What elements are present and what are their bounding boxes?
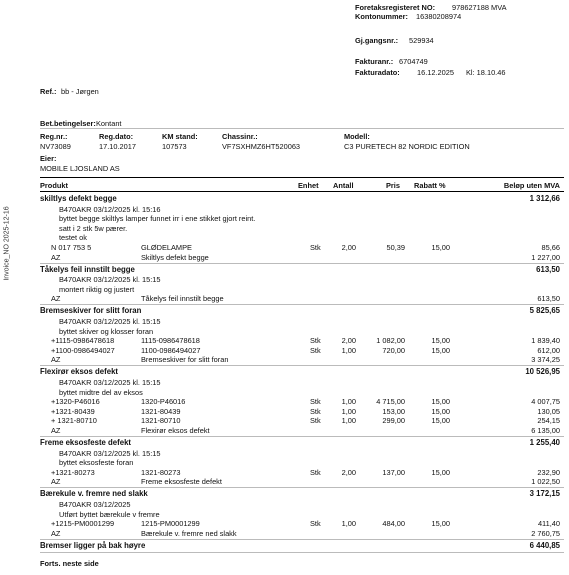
section-divider [40, 263, 564, 264]
row-amount: 613,50 [537, 294, 560, 304]
account-value: 16380208974 [416, 12, 462, 21]
row-description: 1115-0986478618 [141, 336, 200, 346]
section-divider [40, 304, 564, 305]
account-label: Kontonummer: [355, 12, 408, 21]
row-description: Bærekule v. fremre ned slakk [141, 528, 237, 538]
col-unit: Enhet [298, 181, 319, 190]
row-description: 1321-80439 [141, 406, 181, 416]
row-amount: 6 135,00 [531, 425, 560, 435]
row-note: satt i 2 stk 5w pærer. [59, 223, 128, 233]
table-row [40, 500, 564, 510]
section-title: Bremseskiver for slitt foran [40, 306, 142, 316]
table-row [40, 426, 564, 436]
table-top-rule [40, 177, 564, 178]
table-row [40, 233, 564, 243]
section-title: Freme eksosfeste defekt [40, 438, 132, 447]
section-total: 5 825,65 [529, 306, 560, 316]
row-note: B470AKR 03/12/2025 kl. 15:15 [59, 275, 161, 285]
row-code: +1115-0986478618 [51, 336, 115, 346]
row-description: 1321-80273 [141, 467, 181, 477]
section-total: 1 312,66 [529, 194, 560, 203]
row-note: B470AKR 03/12/2025 kl. 15:15 [59, 377, 161, 387]
section-divider [40, 552, 564, 553]
row-price: 137,00 [382, 467, 405, 477]
row-qty: 2,00 [341, 242, 356, 252]
row-amount: 612,00 [537, 345, 560, 355]
row-description: Freme eksosfeste defekt [141, 477, 222, 487]
row-code: +1100-0986494027 [51, 345, 115, 355]
table-row [40, 327, 564, 337]
row-note: Utført byttet bærekule v fremre [59, 509, 160, 519]
row-description: Bremseskiver for slitt foran [141, 355, 229, 365]
section-total: 10 526,95 [525, 367, 560, 377]
row-description: 1320-P46016 [141, 397, 186, 407]
table-row [40, 285, 564, 295]
row-unit: Stk [310, 345, 321, 355]
row-amount: 4 007,75 [531, 397, 560, 407]
table-row [40, 519, 564, 529]
row-note: byttet skiver og klosser foran [59, 326, 154, 336]
col-price: Pris [386, 181, 400, 190]
row-code: AZ [51, 425, 61, 435]
org-value: 978627188 MVA [452, 3, 507, 12]
table-row [40, 397, 564, 407]
row-price: 484,00 [382, 519, 405, 529]
row-note: byttet begge skiltlys lamper funnet irr i ene stikket gjort reint. [59, 214, 256, 224]
row-qty: 2,00 [341, 467, 356, 477]
fakturadato-value: 16.12.2025 [417, 68, 454, 77]
row-code: + 1321-80710 [51, 416, 97, 426]
table-row [40, 458, 564, 468]
row-price: 1 082,00 [376, 336, 405, 346]
section-total: 6 440,85 [529, 540, 560, 550]
table-row [40, 378, 564, 388]
row-qty: 1,00 [341, 519, 356, 529]
section-total: 3 172,15 [529, 489, 560, 499]
row-code: AZ [51, 252, 61, 262]
table-row [40, 477, 564, 487]
chassis-value: VF7SXHMZ6HT520063 [222, 142, 301, 151]
row-note: B470AKR 03/12/2025 kl. 15:16 [59, 204, 161, 214]
row-code: N 017 753 5 [51, 242, 92, 252]
table-row [40, 317, 564, 327]
col-qty: Antall [333, 181, 354, 190]
fakturanr-value: 6704749 [399, 57, 428, 66]
col-amount: Beløp uten MVA [503, 181, 560, 190]
row-unit: Stk [310, 242, 321, 252]
section-header [40, 194, 564, 204]
row-code: +1321-80439 [51, 406, 95, 416]
row-price: 50,39 [386, 242, 405, 252]
divider [40, 128, 564, 129]
org-label: Foretaksregisteret NO: [355, 3, 436, 12]
row-price: 299,00 [382, 416, 405, 426]
owner-value: MOBILE LJOSLAND AS [40, 164, 120, 173]
row-note: byttet midtre del av eksos [59, 387, 143, 397]
km-value: 107573 [162, 142, 187, 151]
regdato-value: 17.10.2017 [99, 142, 136, 151]
row-unit: Stk [310, 336, 321, 346]
section-title: Bremser ligger på bak høyre [40, 540, 146, 550]
row-amount: 254,15 [537, 416, 560, 426]
row-note: B470AKR 03/12/2025 kl. 15:15 [59, 316, 161, 326]
row-amount: 411,40 [537, 519, 560, 529]
footer-note: Forts. neste side [40, 559, 99, 568]
row-description: 1100-0986494027 [141, 345, 201, 355]
table-header-rule [40, 191, 564, 192]
section-total: 613,50 [536, 264, 560, 274]
owner-label: Eier: [40, 154, 57, 163]
table-row [40, 529, 564, 539]
row-note: B470AKR 03/12/2025 kl. 15:15 [59, 448, 161, 458]
section-title: Flexirør eksos defekt [40, 367, 119, 377]
row-unit: Stk [310, 416, 321, 426]
row-description: 1215-PM0001299 [141, 519, 200, 529]
row-amount: 1 227,00 [531, 252, 560, 262]
fakturanr-label: Fakturanr.: [355, 57, 394, 66]
row-amount: 1 839,40 [531, 336, 560, 346]
row-note: byttet eksosfeste foran [59, 458, 134, 468]
side-label: Invoice_NO 2025-12-16 [3, 206, 11, 281]
row-note: B470AKR 03/12/2025 [59, 499, 131, 509]
row-code: AZ [51, 355, 61, 365]
section-title: Tåkelys feil innstilt begge [40, 264, 135, 274]
reg-value: NV73089 [40, 142, 71, 151]
row-code: AZ [51, 294, 61, 304]
row-code: +1320-P46016 [51, 397, 100, 407]
row-amount: 2 760,75 [531, 528, 560, 538]
table-row [40, 346, 564, 356]
section-total: 1 255,40 [529, 438, 560, 447]
row-price: 4 715,00 [376, 397, 405, 407]
row-unit: Stk [310, 519, 321, 529]
row-price: 720,00 [382, 345, 405, 355]
row-discount: 15,00 [431, 519, 450, 529]
row-code: +1321-80273 [51, 467, 95, 477]
table-row [40, 243, 564, 253]
row-amount: 85,66 [541, 242, 560, 252]
section-title: skiltlys defekt begge [40, 194, 117, 203]
row-note: testet ok [59, 233, 87, 243]
model-label: Modell: [344, 132, 370, 141]
row-discount: 15,00 [431, 406, 450, 416]
table-row [40, 449, 564, 459]
row-qty: 2,00 [341, 336, 356, 346]
model-value: C3 PURETECH 82 NORDIC EDITION [344, 142, 470, 151]
table-row [40, 510, 564, 520]
row-description: 1321-80710 [141, 416, 181, 426]
row-description: GLØDELAMPE [141, 242, 192, 252]
row-description: Tåkelys feil innstilt begge [141, 294, 224, 304]
row-discount: 15,00 [431, 345, 450, 355]
row-unit: Stk [310, 397, 321, 407]
row-amount: 130,05 [537, 406, 560, 416]
row-amount: 1 022,50 [531, 477, 560, 487]
row-discount: 15,00 [431, 467, 450, 477]
row-qty: 1,00 [341, 406, 356, 416]
table-row [40, 205, 564, 215]
row-qty: 1,00 [341, 416, 356, 426]
table-row [40, 355, 564, 365]
row-description: Flexirør eksos defekt [141, 425, 210, 435]
row-description: Skiltlys defekt begge [141, 252, 209, 262]
section-title: Bærekule v. fremre ned slakk [40, 489, 148, 499]
section-header [40, 438, 564, 448]
row-qty: 1,00 [341, 397, 356, 407]
regdato-label: Reg.dato: [99, 132, 134, 141]
fakturadato-label: Fakturadato: [355, 68, 400, 77]
row-discount: 15,00 [431, 416, 450, 426]
time-value: Kl: 18.10.46 [466, 68, 506, 77]
ref-label: Ref.: [40, 87, 57, 96]
row-unit: Stk [310, 467, 321, 477]
table-row [40, 468, 564, 478]
section-divider [40, 436, 564, 437]
table-row [40, 294, 564, 304]
terms-value: Kontant [96, 119, 122, 128]
section-divider [40, 539, 564, 540]
section-header [40, 541, 564, 551]
section-header [40, 265, 564, 275]
row-price: 153,00 [382, 406, 405, 416]
section-header [40, 489, 564, 499]
row-amount: 3 374,25 [531, 355, 560, 365]
row-qty: 1,00 [341, 345, 356, 355]
ref-value: bb - Jørgen [61, 87, 99, 96]
gjgang-label: Gj.gangsnr.: [355, 36, 399, 45]
section-divider [40, 365, 564, 366]
table-row [40, 224, 564, 234]
row-discount: 15,00 [431, 242, 450, 252]
table-row [40, 275, 564, 285]
row-unit: Stk [310, 406, 321, 416]
chassis-label: Chassinr.: [222, 132, 258, 141]
row-discount: 15,00 [431, 336, 450, 346]
table-row [40, 336, 564, 346]
terms-label: Bet.betingelser: [40, 119, 96, 128]
col-discount: Rabatt % [414, 181, 446, 190]
table-row [40, 416, 564, 426]
row-code: +1215-PM0001299 [51, 519, 115, 529]
table-row [40, 407, 564, 417]
gjgang-value: 529934 [409, 36, 434, 45]
table-header [40, 181, 564, 191]
row-code: AZ [51, 477, 61, 487]
reg-label: Reg.nr.: [40, 132, 68, 141]
row-amount: 232,90 [537, 467, 560, 477]
table-row [40, 388, 564, 398]
row-code: AZ [51, 528, 61, 538]
section-header [40, 306, 564, 316]
section-header [40, 367, 564, 377]
row-note: montert riktig og justert [59, 284, 135, 294]
row-discount: 15,00 [431, 397, 450, 407]
col-product: Produkt [40, 181, 68, 190]
section-divider [40, 487, 564, 488]
table-row [40, 214, 564, 224]
table-row [40, 253, 564, 263]
km-label: KM stand: [162, 132, 198, 141]
